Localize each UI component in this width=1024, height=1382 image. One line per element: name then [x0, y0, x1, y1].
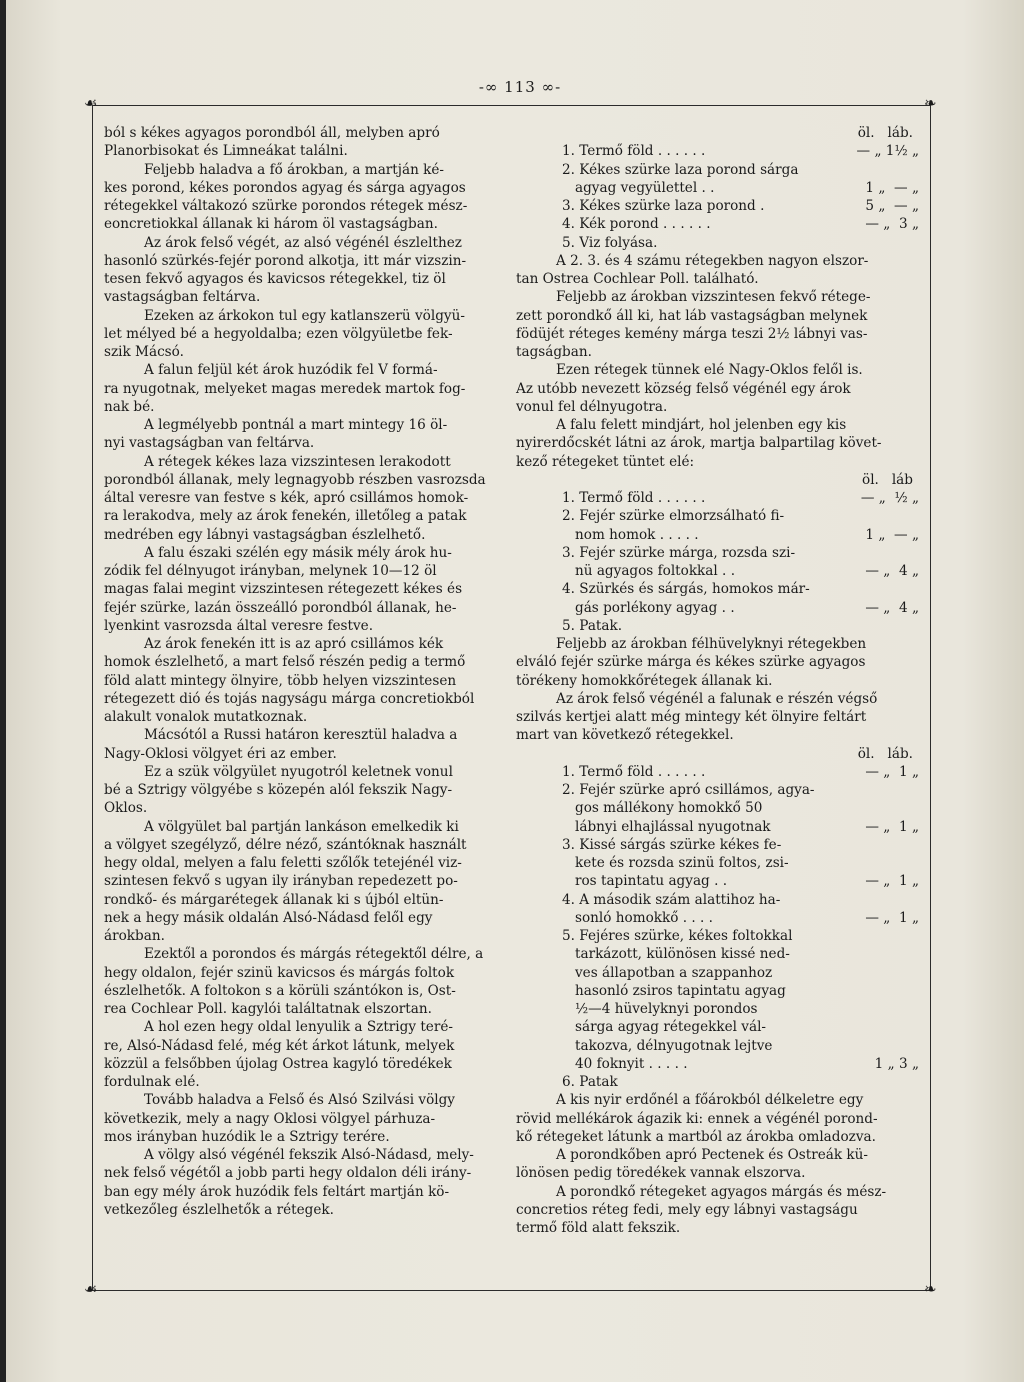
paragraph	[104, 763, 502, 818]
text-line: nek a hegy másik oldalán Alsó-Nádasd felől egy	[104, 909, 433, 926]
text-line: Nagy-Oklosi völgyet éri az ember.	[104, 745, 337, 762]
layer-thickness: — „ 3 „	[865, 216, 919, 233]
paragraph	[516, 635, 919, 690]
text-line: rondkő- és márgarétegek állanak ki s újból eltün-	[104, 891, 444, 908]
table-row	[516, 142, 919, 160]
text-line: Feljebb haladva a fő árokban, a martján ké-	[144, 161, 445, 178]
text-line: Mácsótól a Russi határon keresztül haladva a	[144, 727, 458, 744]
text-line: hegy oldal, melyen a falu feletti szőlők tetejénél viz-	[104, 855, 462, 871]
text-line: vastagságban feltárva.	[104, 289, 261, 306]
table-row	[516, 617, 919, 635]
layer-description: ½—4 hüvelyknyi porondos	[575, 1001, 758, 1017]
text-line: észlelhetők. A foltokon s a körüli szántókon is, Ost-	[104, 982, 456, 999]
layer-description: 6. Patak	[562, 1074, 618, 1090]
paragraph	[516, 1091, 919, 1146]
text-line: A völgyület bal partján lankáson emelkedik ki	[144, 818, 459, 835]
layer-thickness: 1 „ — „	[865, 179, 919, 196]
text-line: következik, mely a nagy Oklosi völgyel párhuza-	[104, 1110, 436, 1127]
text-line: A falu felett mindjárt, hol jelenben egy kis	[556, 417, 847, 433]
layer-description: 5. Fejéres szürke, kékes foltokkal	[562, 928, 793, 944]
paragraph	[516, 1183, 919, 1238]
text-line: árokban.	[104, 928, 165, 944]
text-line: kes porond, kékes porondos agyag és sárga agyagos	[104, 179, 466, 196]
paragraph	[516, 1146, 919, 1183]
text-line: A legmélyebb pontnál a mart mintegy 16 öl-	[144, 417, 448, 433]
text-line: nak bé.	[104, 398, 155, 415]
table-row	[516, 1055, 919, 1073]
paragraph	[516, 361, 919, 416]
text-line: fejér szürke, lazán összeálló porondból állanak, he-	[104, 599, 457, 616]
table-row	[516, 215, 919, 233]
text-line: A falun feljül két árok huzódik fel V formá-	[144, 362, 438, 379]
paragraph	[104, 945, 502, 1018]
table-row	[516, 526, 919, 544]
layer-description: 40 foknyit . . . . .	[575, 1055, 688, 1072]
text-line: tesen fekvő agyagos és kavicsos rétegekkel, tiz öl	[104, 271, 446, 287]
paragraph	[104, 124, 502, 161]
text-line: Feljebb az árokban vizszintesen fekvő rétege-	[556, 289, 871, 306]
layer-thickness: — „ 1 „	[865, 873, 919, 890]
text-line: nek felső végétől a jobb parti hegy oldalon déli irány-	[104, 1165, 472, 1182]
paragraph	[516, 690, 919, 745]
text-line: Az árok felső végét, az alsó végénél észlelthez	[144, 234, 462, 251]
text-line: hegy oldalon, fejér szinü kavicsos és márgás foltok	[104, 964, 455, 981]
layer-thickness: — „ 4 „	[865, 599, 919, 616]
strata-table	[516, 124, 919, 252]
binding-edge	[0, 0, 6, 1382]
layer-thickness: — „ 1 „	[865, 818, 919, 835]
text-line: hasonló szürkés-fejér porond alkotja, itt már vizszin-	[104, 252, 467, 269]
text-line: kő rétegeket látunk a martból az árokba omladozva.	[516, 1128, 876, 1145]
layer-thickness: — „ 1 „	[865, 763, 919, 780]
text-line: ban egy mély árok huzódik fels feltárt martján kö-	[104, 1183, 450, 1200]
layer-description: lábnyi elhajlással nyugotnak	[575, 818, 771, 835]
paragraph	[104, 1146, 502, 1219]
layer-description: 4. Szürkés és sárgás, homokos már-	[562, 581, 810, 598]
text-line: ból s kékes agyagos porondból áll, melyben apró	[104, 125, 440, 141]
layer-description: 4. Kék porond . . . . . .	[562, 216, 711, 233]
right-text-column	[516, 124, 919, 1237]
text-line: szilvás kertjei alatt még mintegy két ölnyire feltárt	[516, 709, 867, 725]
paragraph	[516, 252, 919, 289]
table-row	[516, 781, 919, 799]
text-line: fordulnak elé.	[104, 1074, 200, 1090]
paragraph	[104, 726, 502, 763]
text-line: Ezen rétegek tünnek elé Nagy-Oklos felől is.	[556, 362, 863, 379]
text-line: vetkezőleg észlelhetők a rétegek.	[104, 1201, 334, 1218]
table-row	[516, 1073, 919, 1091]
layer-description: agyag vegyülettel . .	[575, 179, 715, 196]
corner-ornament-icon: ☙	[84, 94, 98, 112]
table-row	[516, 580, 919, 598]
strata-table	[516, 745, 919, 1092]
text-line: rea Cochlear Poll. kagylói találtatnak elszortan.	[104, 1001, 432, 1017]
text-line: Az árok felső végénél a falunak e részén végső	[556, 690, 878, 707]
left-border	[92, 105, 93, 1291]
text-line: concretios réteg fedi, mely egy lábnyi vastagságu	[516, 1201, 858, 1218]
table-row	[516, 872, 919, 890]
layer-description: kete és rozsda szinü foltos, zsi-	[575, 855, 789, 871]
text-line: magas falai megint vizszintesen rétegezett kékes és	[104, 581, 463, 598]
paragraph	[104, 361, 502, 416]
text-line: szintesen fekvő s ugyan ily irányban repedezett po-	[104, 873, 458, 890]
text-line: medrében egy lábnyi vastagságban észlelhető.	[104, 526, 426, 543]
table-row	[516, 945, 919, 963]
layer-description: takozva, délnyugotnak lejtve	[575, 1037, 773, 1054]
text-line: zett porondkő áll ki, hat láb vastagságban melynek	[516, 307, 868, 324]
text-line: A völgy alsó végénél fekszik Alsó-Nádasd, mely-	[144, 1147, 474, 1163]
table-row	[516, 763, 919, 781]
table-row	[516, 1018, 919, 1036]
text-line: A porondkő rétegeket agyagos márgás és mész-	[556, 1183, 887, 1200]
layer-description: 1. Termő föld . . . . . .	[562, 490, 706, 506]
text-line: termő föld alatt fekszik.	[516, 1220, 681, 1236]
text-line: Oklos.	[104, 800, 148, 817]
text-line: Az árok fenekén itt is az apró csillámos kék	[144, 636, 444, 652]
layer-description: 5. Patak.	[562, 617, 623, 634]
table-row	[516, 562, 919, 580]
paragraph	[104, 161, 502, 234]
layer-description: ros tapintatu agyag . .	[575, 873, 728, 890]
right-border	[930, 105, 931, 1291]
paragraph	[516, 288, 919, 361]
layer-description: 3. Kissé sárgás szürke kékes fe-	[562, 836, 782, 853]
text-line: Ezektől a porondos és márgás rétegektől délre, a	[144, 946, 484, 963]
layer-description: nü agyagos foltokkal . .	[575, 563, 736, 579]
table-unit-header: öl. láb	[862, 471, 913, 488]
table-row	[516, 197, 919, 215]
corner-ornament-icon: ❧	[924, 1280, 937, 1298]
layer-description: sárga agyag rétegekkel vál-	[575, 1019, 767, 1036]
layer-thickness: — „ 4 „	[865, 563, 919, 579]
text-line: homok észlelhető, a mart felső részén pedig a termő	[104, 654, 466, 671]
layer-description: gás porlékony agyag . .	[575, 599, 735, 616]
text-line: elváló fejér szürke márga és kékes szürke agyagos	[516, 654, 866, 671]
table-row	[516, 909, 919, 927]
text-line: a völgyet szegélyző, délre néző, szántóknak használt	[104, 836, 467, 853]
layer-description: 1. Termő föld . . . . . .	[562, 143, 706, 160]
layer-thickness: — „ 1 „	[865, 909, 919, 926]
text-line: ra lerakodva, mely az árok fenekén, illetőleg a patak	[104, 508, 467, 525]
table-row	[516, 818, 919, 836]
paragraph	[104, 635, 502, 726]
table-row	[516, 854, 919, 872]
table-row	[516, 179, 919, 197]
table-row	[516, 1000, 919, 1018]
text-line: Tovább haladva a Felső és Alsó Szilvási völgy	[144, 1092, 455, 1109]
text-line: rövid mellékárok ágazik ki: ennek a végénél porond-	[516, 1110, 878, 1127]
top-rule	[92, 105, 930, 106]
table-row	[516, 891, 919, 909]
layer-description: nom homok . . . . .	[575, 526, 699, 543]
table-row	[516, 1037, 919, 1055]
strata-table	[516, 471, 919, 635]
table-row	[516, 161, 919, 179]
text-line: födüjét réteges kemény márga teszi 2½ lábnyi vas-	[516, 325, 868, 342]
layer-description: 4. A második szám alattihoz ha-	[562, 891, 781, 908]
text-line: rétegekkel váltakozó szürke porondos rétegek mész-	[104, 198, 468, 214]
paragraph	[516, 416, 919, 471]
layer-description: tarkázott, különösen kissé ned-	[575, 946, 790, 963]
page-number-header: -∞ 113 ∞-	[478, 78, 562, 96]
text-line: A kis nyir erdőnél a főárokból délkeletre egy	[556, 1092, 864, 1109]
text-line: A rétegek kékes laza vizszintesen lerakodott	[144, 453, 451, 470]
text-line: lönösen pedig töredékek vannak elszorva.	[516, 1165, 806, 1182]
layer-description: 5. Viz folyása.	[562, 234, 658, 251]
text-line: föld alatt mintegy ölnyire, több helyen vizszintesen	[104, 672, 457, 689]
layer-description: 3. Fejér szürke márga, rozsda szi-	[562, 544, 796, 561]
text-line: tan Ostrea Cochlear Poll. található.	[516, 271, 759, 287]
paragraph	[104, 234, 502, 307]
text-line: Az utóbb nevezett község felső végénél egy árok	[516, 380, 851, 397]
text-line: rétegezett dió és tojás nagyságu márga concretiokból	[104, 690, 475, 707]
text-line: A 2. 3. és 4 számu rétegekben nagyon elszor-	[556, 252, 869, 269]
layer-description: hasonló zsiros tapintatu agyag	[575, 982, 786, 999]
text-line: kező rétegeket tüntet elé:	[516, 453, 695, 470]
text-line: Planorbisokat és Limneákat találni.	[104, 143, 348, 160]
text-line: Ezeken az árkokon tul egy katlanszerü völgyü-	[144, 307, 465, 324]
text-line: eoncretiokkal állanak ki három öl vastagságban.	[104, 216, 438, 233]
layer-thickness: — „ 1½ „	[856, 143, 919, 160]
text-line: közzül a felsőbben újolag Ostrea kagyló töredékek	[104, 1055, 452, 1072]
text-line: nyi vastagságban van feltárva.	[104, 435, 315, 452]
layer-description: 2. Fejér szürke elmorzsálható fi-	[562, 508, 785, 525]
text-line: szik Mácsó.	[104, 344, 184, 360]
text-line: által veresre van festve s kék, apró csillámos homok-	[104, 490, 469, 506]
text-line: A hol ezen hegy oldal lenyulik a Sztrigy teré-	[144, 1019, 453, 1036]
table-unit-header: öl. láb.	[857, 125, 913, 141]
paragraph	[104, 544, 502, 635]
text-line: A falu északi szélén egy másik mély árok hu-	[144, 544, 452, 561]
layer-description: 3. Kékes szürke laza porond .	[562, 198, 765, 214]
text-line: vonul fel délnyugotra.	[516, 398, 668, 415]
table-row	[516, 507, 919, 525]
layer-thickness: 1 „ 3 „	[874, 1055, 919, 1072]
text-line: mart van következő rétegekkel.	[516, 727, 734, 744]
table-row	[516, 489, 919, 507]
paragraph	[104, 453, 502, 544]
text-line: Ez a szük völgyület nyugotról keletnek vonul	[144, 763, 453, 780]
text-line: tagságban.	[516, 344, 592, 360]
corner-ornament-icon: ❧	[924, 94, 937, 112]
table-row	[516, 982, 919, 1000]
text-line: alakult vonalok mutatkoznak.	[104, 709, 308, 725]
text-line: lyenkint vasrozsda által veresre festve.	[104, 617, 374, 634]
text-line: bé a Sztrigy völgyébe s közepén alól fekszik Nagy-	[104, 782, 453, 798]
layer-description: sonló homokkő . . . .	[575, 909, 714, 926]
paragraph	[104, 1091, 502, 1146]
text-line: let mélyed bé a hegyoldalba; ezen völgyületbe fek-	[104, 325, 453, 342]
text-line: re, Alsó-Nádasd felé, még két árkot látunk, melyek	[104, 1037, 455, 1054]
layer-description: 2. Kékes szürke laza porond sárga	[562, 161, 799, 178]
text-line: porondból állanak, mely legnagyobb részben vasrozsda	[104, 471, 486, 488]
paragraph	[104, 416, 502, 453]
paragraph	[104, 1018, 502, 1091]
text-line: zódik fel délnyugot irányban, melynek 10—12 öl	[104, 563, 437, 579]
paragraph	[104, 818, 502, 946]
layer-description: 2. Fejér szürke apró csillámos, agya-	[562, 782, 815, 798]
table-unit-header: öl. láb.	[857, 745, 913, 762]
table-row	[516, 927, 919, 945]
table-row	[516, 234, 919, 252]
bottom-rule	[92, 1290, 930, 1291]
text-line: Feljebb az árokban félhüvelyknyi rétegekben	[556, 636, 867, 652]
table-row	[516, 964, 919, 982]
text-line: ra nyugotnak, melyeket magas meredek martok fog-	[104, 380, 466, 397]
paragraph	[104, 307, 502, 362]
corner-ornament-icon: ☙	[84, 1280, 98, 1298]
text-line: törékeny homokkőrétegek állanak ki.	[516, 672, 773, 689]
layer-thickness: — „ ½ „	[860, 490, 919, 506]
text-line: mos irányban huzódik le a Sztrigy terére.	[104, 1128, 390, 1145]
layer-thickness: 5 „ — „	[865, 198, 919, 214]
left-text-column	[104, 124, 502, 1219]
layer-description: gos mállékony homokkő 50	[575, 800, 763, 817]
text-line: A porondkőben apró Pectenek és Ostreák kü-	[556, 1147, 868, 1163]
text-line: nyirerdőcskét látni az árok, martja balpartilag követ-	[516, 435, 882, 452]
layer-description: ves állapotban a szappanhoz	[575, 964, 773, 981]
table-row	[516, 836, 919, 854]
layer-thickness: 1 „ — „	[865, 526, 919, 543]
layer-description: 1. Termő föld . . . . . .	[562, 763, 706, 780]
table-row	[516, 599, 919, 617]
table-row	[516, 544, 919, 562]
table-row	[516, 799, 919, 817]
